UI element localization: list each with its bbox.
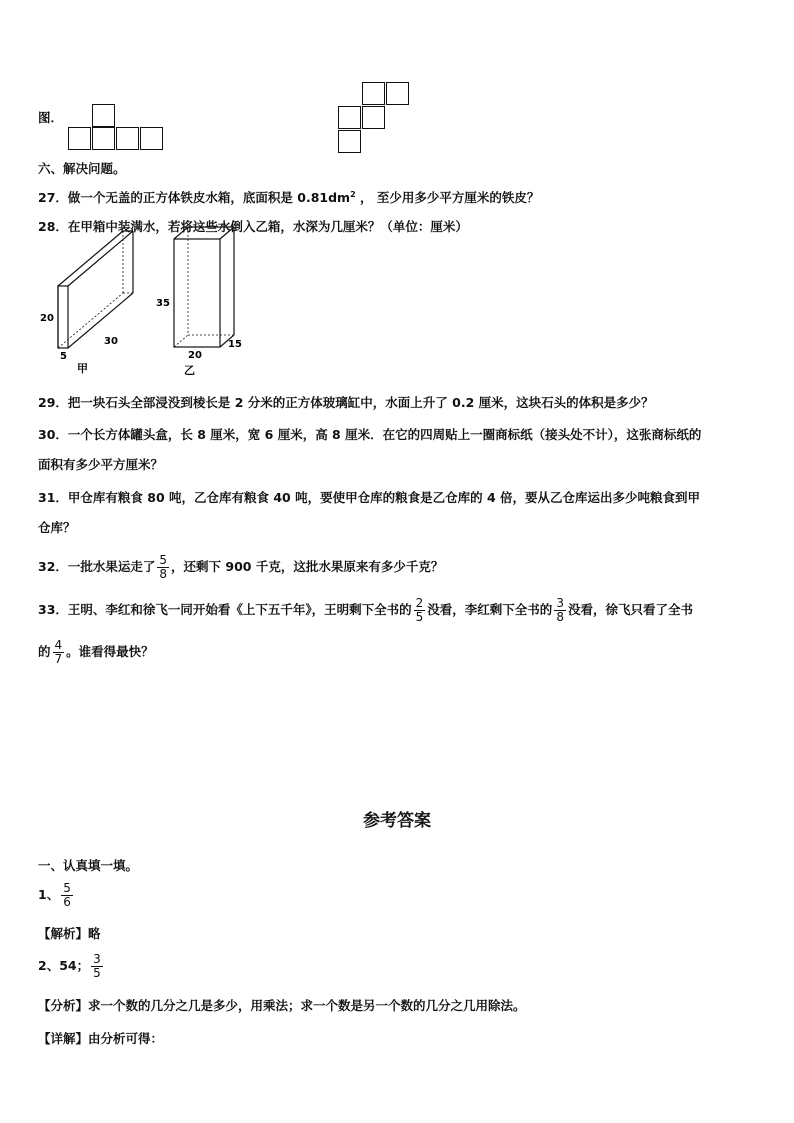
fraction: $\frac{5}{6}$ [63, 881, 71, 909]
question-32: 32．一批水果运走了 $\frac{5}{8}$ ，还剩下 900 千克，这批水果原来有多少千克？ [38, 553, 444, 581]
answer-2-detail: 【详解】由分析可得： [38, 1031, 164, 1046]
box-jia-height-label: 20 [40, 313, 54, 324]
question-30-line2: 面积有多少平方厘米？ [38, 457, 164, 472]
box-jia-name: 甲 [77, 362, 88, 375]
figure-label: 图． [38, 110, 64, 125]
box-yi-width-label: 20 [188, 350, 202, 361]
question-27: 27．做一个无盖的正方体铁皮水箱，底面积是 $0.81dm^2$ ， 至少用多少平方厘米的铁皮？ [38, 190, 540, 206]
answers-title: 参考答案 [363, 811, 431, 831]
question-30-line1: 30．一个长方体罐头盒，长 8 厘米，宽 6 厘米，高 8 厘米．在它的四周贴上一圈商标纸（接头处不计），这张商标纸的 [38, 427, 702, 442]
answers-section-1: 一、认真填一填。 [38, 858, 139, 873]
fraction: $\frac{3}{5}$ [93, 952, 101, 980]
box-jia-diagram [34, 226, 144, 376]
fraction: $\frac{4}{7}$ [54, 638, 63, 666]
answer-2-analysis: 【分析】求一个数的几分之几是多少，用乘法；求一个数是另一个数的几分之几用除法。 [38, 998, 526, 1013]
answer-2: 2、54； $\frac{3}{5}$ [38, 952, 101, 980]
box-yi-name: 乙 [184, 364, 195, 377]
box-jia-length-label: 30 [104, 336, 118, 347]
fraction: $\frac{3}{8}$ [556, 596, 564, 624]
answer-1: 1、 $\frac{5}{6}$ [38, 881, 71, 909]
question-28: 28．在甲箱中装满水，若将这些水倒入乙箱，水深为几厘米？（单位：厘米） [38, 219, 468, 234]
question-33-line2: 的 $\frac{4}{7}$ 。谁看得最快？ [38, 638, 154, 666]
fraction: $\frac{2}{5}$ [415, 596, 424, 624]
box-yi-height-label: 35 [156, 298, 170, 309]
question-31-line1: 31．甲仓库有粮食 80 吨，乙仓库有粮食 40 吨，要使甲仓库的粮食是乙仓库的 4 倍，要从乙仓库运出多少吨粮食到甲 [38, 490, 700, 505]
question-33-line1: 33．王明、李红和徐飞一同开始看《上下五千年》，王明剩下全书的 $\frac{2}{5}$ 没看，李红剩下全书的 $\frac{3}{8}$ 没看，徐飞只看了全书 [38, 596, 693, 624]
question-29: 29．把一块石头全部浸没到棱长是 2 分米的正方体玻璃缸中，水面上升了 0.2 厘米，这块石头的体积是多少？ [38, 395, 654, 410]
fraction: $\frac{5}{8}$ [159, 553, 168, 581]
section-6-heading: 六、解决问题。 [38, 161, 126, 176]
answer-1-analysis: 【解析】略 [38, 926, 101, 941]
box-yi-diagram [152, 222, 252, 378]
question-31-line2: 仓库？ [38, 520, 76, 535]
box-yi-depth-label: 15 [228, 339, 242, 350]
box-jia-depth-label: 5 [60, 351, 67, 362]
